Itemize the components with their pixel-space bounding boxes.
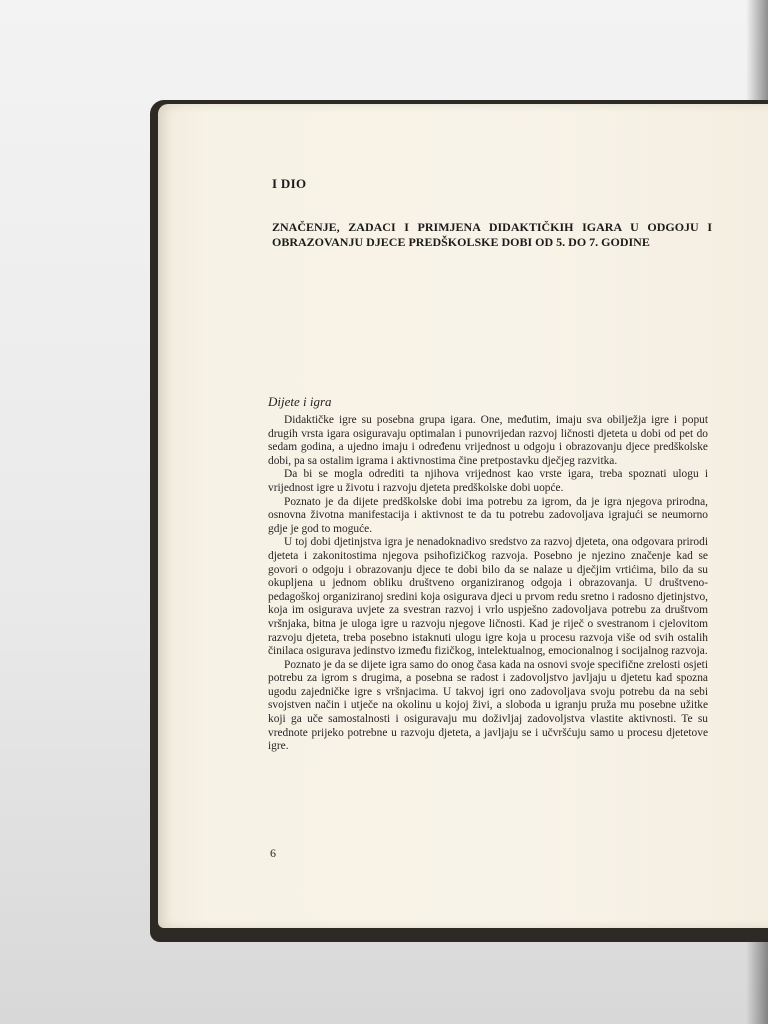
page-number: 6	[270, 846, 276, 860]
part-title: I DIO	[272, 176, 307, 191]
paragraph: Didaktičke igre su posebna grupa igara. One, međutim, imaju sva obilježja igre i poput drugih vrsta igara osiguravaju optimalan i punovrijedan razvoj ličnosti djeteta u dobi od pet do sedam godina, a ujedno imaju i određenu vrijednost u odgoju i obrazovanju djece predškolske dobi, pa sa ostalim igrama i aktivnostima čine pretpostavku dječjeg razvitka.	[268, 414, 708, 467]
body-text	[268, 414, 708, 754]
paragraph: U toj dobi djetinjstva igra je nenadoknadivo sredstvo za razvoj djeteta, ona odgovara prirodi djeteta i zakonitostima njegova psihofizičkog razvoja. Posebno je njezino značenje kad se govori o odgoju i obrazovanju djece te dobi bilo da se nalaze u dječjim vrtićima, bilo da su okupljena u jednom obliku društveno organiziranog odgoja i obrazovanja. U društveno-pedagoškoj organiziranoj sredini koja osigurava djeci u prvom redu sretno i radosno djetinjstvo, koja im osigurava uvjete za svestran razvoj i vrlo uspješno zadovoljava potrebu za društvom vršnjaka, bitna je uloga igre u razvoju njegove ličnosti. Kad je riječ o svestranom i cjelovitom razvoju djeteta, treba posebno istaknuti ulogu igre koja u procesu razvoja više od svih ostalih činilaca osigurava jedinstvo između fizičkog, intelektualnog, emocionalnog i socijalnog razvoja.	[268, 536, 708, 658]
paragraph: Da bi se mogla odrediti ta njihova vrijednost kao vrste igara, treba spoznati ulogu i vrijednost igre u životu i razvoju djeteta predškolske dobi uopće.	[268, 468, 708, 494]
paragraph: Poznato je da se dijete igra samo do onog časa kada na osnovi svoje specifične zrelosti osjeti potrebu za igrom s drugima, a posebna se radost i zadovoljstvo javljaju u djetetu kad spozna ugodu zajedničke igre s vršnjacima. U takvoj igri ono zadovoljava svoju potrebu da na sebi svojstven način i utječe na okolinu u kojoj živi, a sloboda u igranju pruža mu posebne užitke koji ga uče samostalnosti i osiguravaju mu doživljaj zadovoljstva vlastite aktivnosti. Te su vrednote prijeko potrebne u razvoju djeteta, a javljaju se i učvršćuju samo u procesu djetetove igre.	[268, 658, 708, 753]
paragraph: Poznato je da dijete predškolske dobi ima potrebu za igrom, da je igra njegova prirodna, osnovna životna manifestacija i aktivnost te da tu potrebu zadovoljava igrajući se neumorno gdje je god to moguće.	[268, 495, 708, 535]
section-title: Dijete i igra	[268, 394, 332, 409]
chapter-title: ZNAČENJE, ZADACI I PRIMJENA DIDAKTIČKIH IGARA U ODGOJU I OBRAZOVANJU DJECE PREDŠKOLSKE DOBI OD 5. DO 7. GODINE	[272, 220, 712, 249]
